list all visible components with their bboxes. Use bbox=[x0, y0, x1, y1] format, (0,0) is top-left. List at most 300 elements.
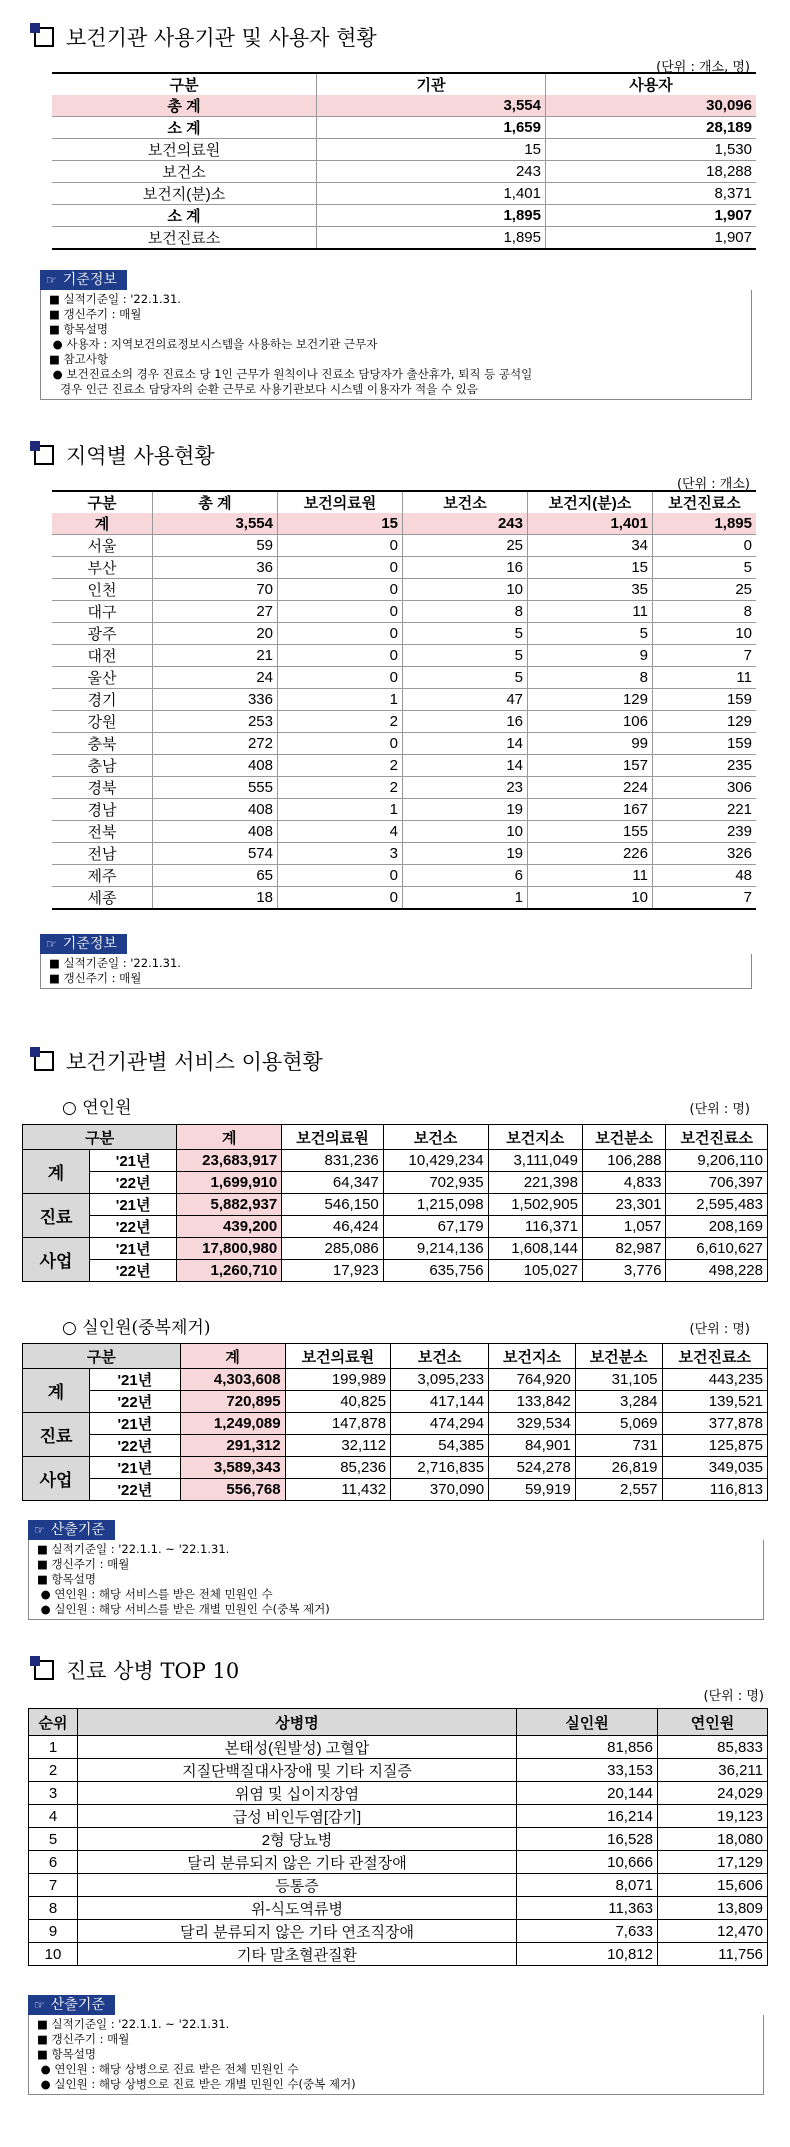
value-cell: 10,429,234 bbox=[383, 1150, 488, 1172]
value-cell: 3,554 bbox=[317, 95, 546, 117]
unit-label: (단위 : 명) bbox=[689, 1322, 750, 1337]
year-label: '22년 bbox=[90, 1260, 177, 1282]
info-header: ☞ 기준정보 bbox=[40, 270, 127, 290]
value-cell: 19,123 bbox=[658, 1805, 768, 1828]
info-header: ☞ 산출기준 bbox=[28, 1520, 115, 1540]
value-cell: 10,666 bbox=[517, 1851, 658, 1874]
row-label: 소 계 bbox=[52, 117, 317, 139]
square-bullet-icon bbox=[34, 27, 54, 47]
value-cell: 65 bbox=[153, 865, 278, 887]
value-cell: 7 bbox=[29, 1874, 78, 1897]
row-label: 강원 bbox=[52, 711, 153, 733]
info-line: ● 보건진료소의 경우 진료소 당 1인 근무가 원칙이나 진료소 담당자가 출산휴가, 퇴직 등 공석일 bbox=[49, 367, 533, 381]
value-cell: 11 bbox=[528, 601, 653, 623]
value-cell: 5,069 bbox=[575, 1413, 662, 1435]
col-header: 보건분소 bbox=[582, 1125, 665, 1150]
value-cell: 235 bbox=[653, 755, 757, 777]
value-cell: 8,371 bbox=[546, 183, 757, 205]
col-header: 보건지(분)소 bbox=[528, 491, 653, 513]
info-line: ■ 실적기준일 : '22.1.31. bbox=[49, 956, 181, 970]
section4-title: 진료 상병 TOP 10 bbox=[34, 1655, 239, 1685]
value-cell: 0 bbox=[278, 733, 403, 755]
value-cell: 167 bbox=[528, 799, 653, 821]
value-cell: 3,554 bbox=[153, 513, 278, 535]
value-cell: 85,833 bbox=[658, 1736, 768, 1759]
value-cell: 272 bbox=[153, 733, 278, 755]
value-cell: 23,301 bbox=[582, 1194, 665, 1216]
disease-name: 달리 분류되지 않은 기타 연조직장애 bbox=[78, 1920, 517, 1943]
service-unique-table bbox=[22, 1343, 768, 1501]
value-cell: 16 bbox=[403, 557, 528, 579]
value-cell: 17,129 bbox=[658, 1851, 768, 1874]
value-cell: 306 bbox=[653, 777, 757, 799]
col-header: 계 bbox=[177, 1125, 282, 1150]
table-row bbox=[52, 733, 756, 755]
group-label: 계 bbox=[23, 1150, 90, 1194]
info-line: 경우 인근 진료소 담당자의 순환 근무로 사용기관보다 시스템 이용자가 적을 수 있음 bbox=[49, 382, 478, 396]
value-cell: 16,214 bbox=[517, 1805, 658, 1828]
row-label: 제주 bbox=[52, 865, 153, 887]
value-cell: 1,895 bbox=[317, 227, 546, 250]
row-label: 보건지(분)소 bbox=[52, 183, 317, 205]
value-cell: 326 bbox=[653, 843, 757, 865]
value-cell: 1,215,098 bbox=[383, 1194, 488, 1216]
value-cell: 59,919 bbox=[489, 1479, 576, 1501]
col-header: 보건소 bbox=[391, 1344, 489, 1369]
col-header: 보건소 bbox=[383, 1125, 488, 1150]
value-cell: 3,776 bbox=[582, 1260, 665, 1282]
value-cell: 1 bbox=[29, 1736, 78, 1759]
info-box-4 bbox=[28, 1995, 764, 2095]
col-header: 기관 bbox=[317, 73, 546, 95]
table-row bbox=[29, 1828, 768, 1851]
value-cell: 1 bbox=[278, 799, 403, 821]
info-line: ■ 실적기준일 : '22.1.1. ~ '22.1.31. bbox=[37, 1542, 230, 1556]
info-box-3 bbox=[28, 1520, 764, 1620]
top10-disease-table bbox=[28, 1708, 768, 1966]
table-row bbox=[23, 1479, 768, 1501]
value-cell: 14 bbox=[403, 733, 528, 755]
table-row bbox=[52, 777, 756, 799]
value-cell: 221,398 bbox=[488, 1172, 582, 1194]
year-label: '21년 bbox=[90, 1369, 181, 1391]
value-cell: 11,363 bbox=[517, 1897, 658, 1920]
info-box-1 bbox=[40, 270, 752, 400]
value-cell: 443,235 bbox=[662, 1369, 767, 1391]
value-cell: 0 bbox=[278, 667, 403, 689]
section1-title: 보건기관 사용기관 및 사용자 현황 bbox=[34, 22, 377, 52]
value-cell: 3,284 bbox=[575, 1391, 662, 1413]
value-cell: 139,521 bbox=[662, 1391, 767, 1413]
value-cell: 555 bbox=[153, 777, 278, 799]
value-cell: 47 bbox=[403, 689, 528, 711]
value-cell: 574 bbox=[153, 843, 278, 865]
subtitle-visits: ○ 연인원 bbox=[62, 1098, 132, 1118]
table-row bbox=[23, 1238, 768, 1260]
row-label: 경북 bbox=[52, 777, 153, 799]
value-cell: 285,086 bbox=[282, 1238, 384, 1260]
table-row bbox=[23, 1150, 768, 1172]
info-box-2 bbox=[40, 934, 752, 989]
info-content bbox=[40, 290, 752, 400]
value-cell: 18 bbox=[153, 887, 278, 910]
table-row bbox=[23, 1194, 768, 1216]
table-row bbox=[29, 1920, 768, 1943]
col-header: 연인원 bbox=[658, 1709, 768, 1736]
value-cell: 25 bbox=[653, 579, 757, 601]
row-label: 부산 bbox=[52, 557, 153, 579]
year-label: '21년 bbox=[90, 1238, 177, 1260]
value-cell: 23 bbox=[403, 777, 528, 799]
row-label: 세종 bbox=[52, 887, 153, 910]
value-cell: 11,432 bbox=[285, 1479, 390, 1501]
row-label: 전북 bbox=[52, 821, 153, 843]
value-cell: 253 bbox=[153, 711, 278, 733]
value-cell: 9,206,110 bbox=[666, 1150, 768, 1172]
table-row bbox=[52, 227, 756, 250]
table-row bbox=[52, 667, 756, 689]
table-row bbox=[23, 1391, 768, 1413]
value-cell: 64,347 bbox=[282, 1172, 384, 1194]
value-cell: 85,236 bbox=[285, 1457, 390, 1479]
table-row bbox=[23, 1216, 768, 1238]
year-label: '21년 bbox=[90, 1194, 177, 1216]
value-cell: 1,659 bbox=[317, 117, 546, 139]
value-cell: 9 bbox=[29, 1920, 78, 1943]
table-row bbox=[23, 1172, 768, 1194]
col-header: 상병명 bbox=[78, 1709, 517, 1736]
value-cell: 10 bbox=[29, 1943, 78, 1966]
value-cell: 157 bbox=[528, 755, 653, 777]
value-cell: 54,385 bbox=[391, 1435, 489, 1457]
table-row bbox=[29, 1736, 768, 1759]
group-label: 계 bbox=[23, 1369, 90, 1413]
col-header: 보건의료원 bbox=[285, 1344, 390, 1369]
value-cell: 36 bbox=[153, 557, 278, 579]
value-cell: 7 bbox=[653, 645, 757, 667]
info-line: ■ 참고사항 bbox=[49, 352, 108, 366]
value-cell: 36,211 bbox=[658, 1759, 768, 1782]
value-cell: 221 bbox=[653, 799, 757, 821]
table-row bbox=[52, 161, 756, 183]
info-content bbox=[28, 1540, 764, 1620]
info-header: ☞ 산출기준 bbox=[28, 1995, 115, 2015]
value-cell: 8 bbox=[29, 1897, 78, 1920]
value-cell: 4 bbox=[278, 821, 403, 843]
year-label: '21년 bbox=[90, 1413, 181, 1435]
col-header: 보건지소 bbox=[489, 1344, 576, 1369]
table-row bbox=[52, 579, 756, 601]
value-cell: 20,144 bbox=[517, 1782, 658, 1805]
value-cell: 7,633 bbox=[517, 1920, 658, 1943]
col-header: 계 bbox=[180, 1344, 285, 1369]
value-cell: 40,825 bbox=[285, 1391, 390, 1413]
row-label: 전남 bbox=[52, 843, 153, 865]
value-cell: 15,606 bbox=[658, 1874, 768, 1897]
value-cell: 5 bbox=[403, 667, 528, 689]
table-row bbox=[52, 183, 756, 205]
value-cell: 731 bbox=[575, 1435, 662, 1457]
value-cell: 23,683,917 bbox=[177, 1150, 282, 1172]
value-cell: 2 bbox=[278, 777, 403, 799]
value-cell: 377,878 bbox=[662, 1413, 767, 1435]
value-cell: 14 bbox=[403, 755, 528, 777]
value-cell: 336 bbox=[153, 689, 278, 711]
value-cell: 8 bbox=[653, 601, 757, 623]
value-cell: 5 bbox=[403, 645, 528, 667]
value-cell: 1,057 bbox=[582, 1216, 665, 1238]
table-row bbox=[29, 1782, 768, 1805]
table-row bbox=[52, 623, 756, 645]
table-row bbox=[23, 1260, 768, 1282]
square-bullet-icon bbox=[34, 1660, 54, 1680]
value-cell: 3,589,343 bbox=[180, 1457, 285, 1479]
total-row bbox=[52, 513, 756, 535]
value-cell: 0 bbox=[278, 645, 403, 667]
info-content bbox=[28, 2015, 764, 2095]
section3-title: 보건기관별 서비스 이용현황 bbox=[34, 1046, 323, 1076]
value-cell: 408 bbox=[153, 821, 278, 843]
value-cell: 1,260,710 bbox=[177, 1260, 282, 1282]
value-cell: 0 bbox=[278, 623, 403, 645]
value-cell: 20 bbox=[153, 623, 278, 645]
value-cell: 408 bbox=[153, 799, 278, 821]
row-label: 울산 bbox=[52, 667, 153, 689]
year-label: '22년 bbox=[90, 1479, 181, 1501]
value-cell: 4 bbox=[29, 1805, 78, 1828]
table-row bbox=[52, 557, 756, 579]
value-cell: 5,882,937 bbox=[177, 1194, 282, 1216]
info-line: ● 실인원 : 해당 상병으로 진료 받은 개별 민원인 수(중복 제거) bbox=[37, 2077, 356, 2091]
info-line: ■ 실적기준일 : '22.1.1. ~ '22.1.31. bbox=[37, 2017, 230, 2031]
value-cell: 417,144 bbox=[391, 1391, 489, 1413]
value-cell: 10 bbox=[403, 579, 528, 601]
value-cell: 10 bbox=[528, 887, 653, 910]
pointing-hand-icon: ☞ bbox=[34, 1997, 45, 2012]
value-cell: 6 bbox=[403, 865, 528, 887]
value-cell: 28,189 bbox=[546, 117, 757, 139]
value-cell: 84,901 bbox=[489, 1435, 576, 1457]
table-row bbox=[52, 95, 756, 117]
value-cell: 4,833 bbox=[582, 1172, 665, 1194]
row-label: 서울 bbox=[52, 535, 153, 557]
unit-label: (단위 : 명) bbox=[703, 1689, 764, 1704]
group-label: 사업 bbox=[23, 1238, 90, 1282]
table-row bbox=[23, 1369, 768, 1391]
table-row bbox=[29, 1805, 768, 1828]
row-label: 광주 bbox=[52, 623, 153, 645]
value-cell: 546,150 bbox=[282, 1194, 384, 1216]
table-row bbox=[52, 865, 756, 887]
year-label: '22년 bbox=[90, 1435, 181, 1457]
table-row bbox=[23, 1457, 768, 1479]
value-cell: 10 bbox=[403, 821, 528, 843]
row-label: 대전 bbox=[52, 645, 153, 667]
value-cell: 2 bbox=[278, 755, 403, 777]
value-cell: 105,027 bbox=[488, 1260, 582, 1282]
value-cell: 6 bbox=[29, 1851, 78, 1874]
group-label: 진료 bbox=[23, 1194, 90, 1238]
value-cell: 0 bbox=[278, 601, 403, 623]
value-cell: 15 bbox=[317, 139, 546, 161]
value-cell: 33,153 bbox=[517, 1759, 658, 1782]
table-row bbox=[29, 1943, 768, 1966]
value-cell: 11 bbox=[653, 667, 757, 689]
value-cell: 243 bbox=[317, 161, 546, 183]
pointing-hand-icon: ☞ bbox=[46, 272, 57, 287]
value-cell: 59 bbox=[153, 535, 278, 557]
value-cell: 155 bbox=[528, 821, 653, 843]
value-cell: 5 bbox=[528, 623, 653, 645]
col-header: 사용자 bbox=[546, 73, 757, 95]
square-bullet-icon bbox=[34, 445, 54, 465]
value-cell: 5 bbox=[653, 557, 757, 579]
value-cell: 16 bbox=[403, 711, 528, 733]
institution-user-table bbox=[52, 72, 756, 250]
info-line: ■ 갱신주기 : 매월 bbox=[37, 2032, 130, 2046]
group-label: 사업 bbox=[23, 1457, 90, 1501]
value-cell: 349,035 bbox=[662, 1457, 767, 1479]
disease-name: 위염 및 십이지장염 bbox=[78, 1782, 517, 1805]
value-cell: 46,424 bbox=[282, 1216, 384, 1238]
value-cell: 147,878 bbox=[285, 1413, 390, 1435]
value-cell: 1,608,144 bbox=[488, 1238, 582, 1260]
subtitle-unique: ○ 실인원(중복제거) bbox=[62, 1318, 211, 1338]
value-cell: 5 bbox=[29, 1828, 78, 1851]
row-label: 보건의료원 bbox=[52, 139, 317, 161]
table-row bbox=[52, 535, 756, 557]
row-label: 충북 bbox=[52, 733, 153, 755]
table-row bbox=[29, 1897, 768, 1920]
info-line: ■ 항목설명 bbox=[49, 322, 108, 336]
square-bullet-icon bbox=[34, 1051, 54, 1071]
col-header: 구분 bbox=[23, 1125, 177, 1150]
row-label: 경기 bbox=[52, 689, 153, 711]
value-cell: 2 bbox=[278, 711, 403, 733]
info-line: ● 실인원 : 해당 서비스를 받은 개별 민원인 수(중복 제거) bbox=[37, 1602, 330, 1616]
value-cell: 2,595,483 bbox=[666, 1194, 768, 1216]
value-cell: 99 bbox=[528, 733, 653, 755]
value-cell: 408 bbox=[153, 755, 278, 777]
col-header: 보건진료소 bbox=[666, 1125, 768, 1150]
unit-label: (단위 : 개소) bbox=[676, 477, 750, 492]
value-cell: 8,071 bbox=[517, 1874, 658, 1897]
value-cell: 0 bbox=[278, 865, 403, 887]
value-cell: 25 bbox=[403, 535, 528, 557]
value-cell: 226 bbox=[528, 843, 653, 865]
value-cell: 13,809 bbox=[658, 1897, 768, 1920]
year-label: '22년 bbox=[90, 1216, 177, 1238]
table-row bbox=[52, 843, 756, 865]
value-cell: 0 bbox=[278, 887, 403, 910]
year-label: '21년 bbox=[90, 1150, 177, 1172]
value-cell: 831,236 bbox=[282, 1150, 384, 1172]
section2-title: 지역별 사용현황 bbox=[34, 440, 215, 470]
value-cell: 17,800,980 bbox=[177, 1238, 282, 1260]
value-cell: 9,214,136 bbox=[383, 1238, 488, 1260]
value-cell: 1,401 bbox=[528, 513, 653, 535]
value-cell: 6,610,627 bbox=[666, 1238, 768, 1260]
value-cell: 106,288 bbox=[582, 1150, 665, 1172]
row-label: 계 bbox=[52, 513, 153, 535]
row-label: 총 계 bbox=[52, 95, 317, 117]
col-header: 구분 bbox=[169, 77, 199, 94]
value-cell: 370,090 bbox=[391, 1479, 489, 1501]
value-cell: 125,875 bbox=[662, 1435, 767, 1457]
info-line: ■ 갱신주기 : 매월 bbox=[37, 1557, 130, 1571]
col-header: 보건의료원 bbox=[278, 491, 403, 513]
col-header: 보건진료소 bbox=[662, 1344, 767, 1369]
value-cell: 116,813 bbox=[662, 1479, 767, 1501]
value-cell: 15 bbox=[528, 557, 653, 579]
value-cell: 30,096 bbox=[546, 95, 757, 117]
info-line: ● 사용자 : 지역보건의료정보시스템을 사용하는 보건기관 근무자 bbox=[49, 337, 378, 351]
value-cell: 21 bbox=[153, 645, 278, 667]
value-cell: 18,080 bbox=[658, 1828, 768, 1851]
disease-name: 2형 당뇨병 bbox=[78, 1828, 517, 1851]
value-cell: 159 bbox=[653, 733, 757, 755]
col-header: 보건소 bbox=[403, 491, 528, 513]
info-content bbox=[40, 954, 752, 989]
value-cell: 0 bbox=[278, 535, 403, 557]
value-cell: 0 bbox=[653, 535, 757, 557]
value-cell: 7 bbox=[653, 887, 757, 910]
disease-name: 본태성(원발성) 고혈압 bbox=[78, 1736, 517, 1759]
value-cell: 2 bbox=[29, 1759, 78, 1782]
value-cell: 129 bbox=[528, 689, 653, 711]
value-cell: 129 bbox=[653, 711, 757, 733]
value-cell: 24 bbox=[153, 667, 278, 689]
value-cell: 3,111,049 bbox=[488, 1150, 582, 1172]
value-cell: 224 bbox=[528, 777, 653, 799]
value-cell: 9 bbox=[528, 645, 653, 667]
value-cell: 0 bbox=[278, 557, 403, 579]
group-label: 진료 bbox=[23, 1413, 90, 1457]
table-row bbox=[52, 755, 756, 777]
value-cell: 208,169 bbox=[666, 1216, 768, 1238]
value-cell: 67,179 bbox=[383, 1216, 488, 1238]
value-cell: 1,530 bbox=[546, 139, 757, 161]
pointing-hand-icon: ☞ bbox=[34, 1522, 45, 1537]
row-label: 인천 bbox=[52, 579, 153, 601]
col-header: 구분 bbox=[87, 495, 117, 512]
service-visits-table bbox=[22, 1124, 768, 1282]
value-cell: 11,756 bbox=[658, 1943, 768, 1966]
col-header: 보건진료소 bbox=[653, 491, 757, 513]
value-cell: 10 bbox=[653, 623, 757, 645]
value-cell: 106 bbox=[528, 711, 653, 733]
value-cell: 27 bbox=[153, 601, 278, 623]
value-cell: 5 bbox=[403, 623, 528, 645]
value-cell: 239 bbox=[653, 821, 757, 843]
value-cell: 26,819 bbox=[575, 1457, 662, 1479]
value-cell: 1 bbox=[278, 689, 403, 711]
value-cell: 11 bbox=[528, 865, 653, 887]
value-cell: 24,029 bbox=[658, 1782, 768, 1805]
value-cell: 474,294 bbox=[391, 1413, 489, 1435]
value-cell: 2,557 bbox=[575, 1479, 662, 1501]
disease-name: 달리 분류되지 않은 기타 관절장애 bbox=[78, 1851, 517, 1874]
value-cell: 32,112 bbox=[285, 1435, 390, 1457]
value-cell: 4,303,608 bbox=[180, 1369, 285, 1391]
table-row bbox=[29, 1851, 768, 1874]
value-cell: 1,699,910 bbox=[177, 1172, 282, 1194]
value-cell: 31,105 bbox=[575, 1369, 662, 1391]
year-label: '22년 bbox=[90, 1172, 177, 1194]
row-label: 경남 bbox=[52, 799, 153, 821]
table-row bbox=[52, 711, 756, 733]
table-row bbox=[52, 601, 756, 623]
